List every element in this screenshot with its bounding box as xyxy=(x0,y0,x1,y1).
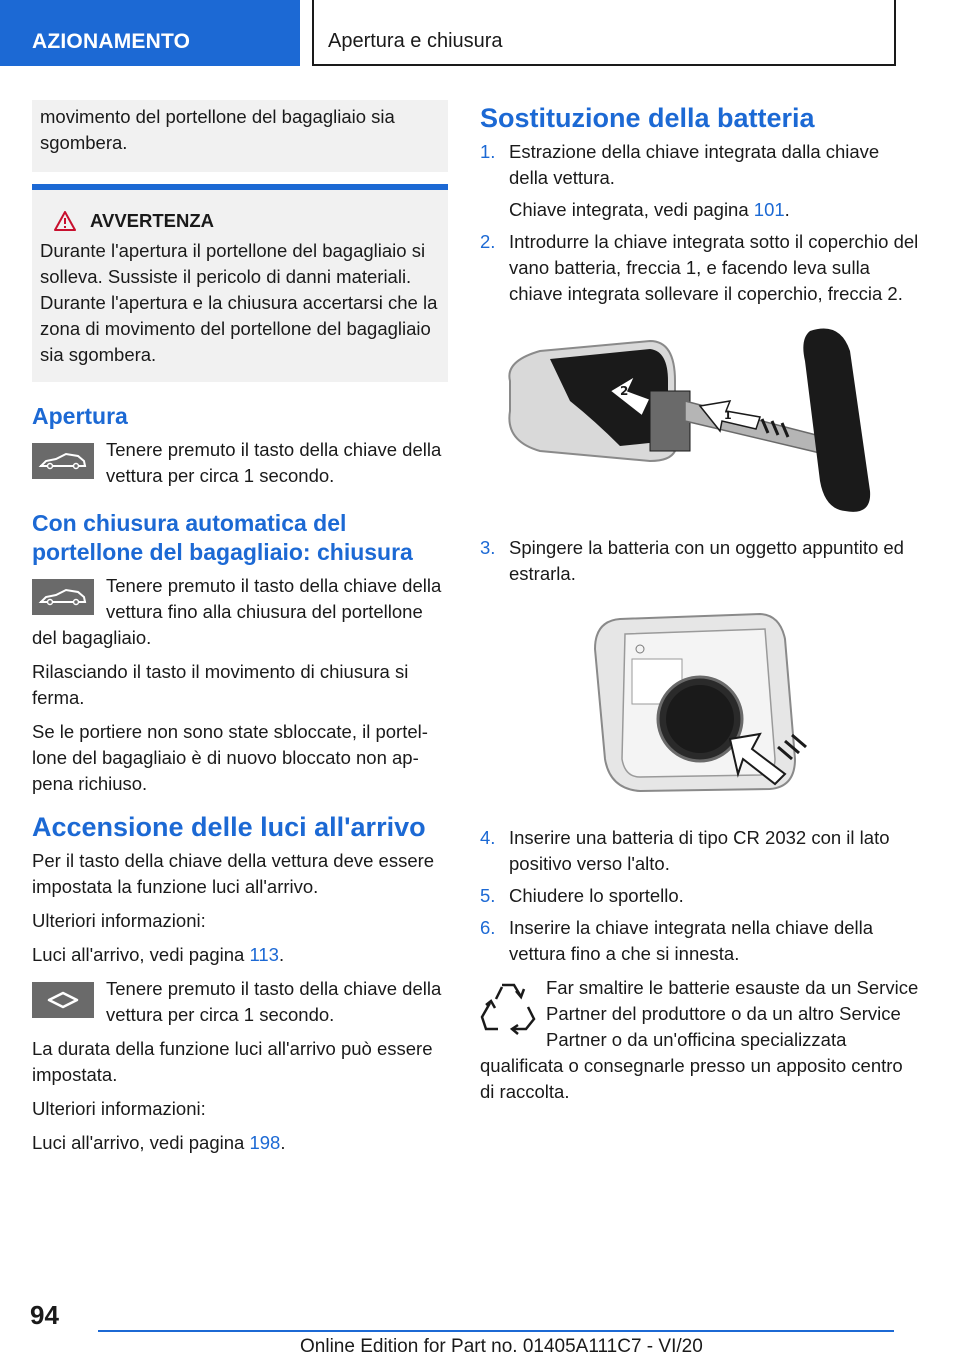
step-6: 6. Inserire la chiave integrata nella chiave della vettura fino a che si innesta. xyxy=(480,917,874,964)
luci-reference-2: Luci all'arrivo, vedi pagina 198. xyxy=(32,1132,286,1153)
page-link-101[interactable]: 101 xyxy=(753,199,785,220)
recycle-icon xyxy=(480,977,536,1037)
luci-more-info-2: Ulteriori informazioni: xyxy=(32,1098,206,1119)
warning-title xyxy=(54,210,440,232)
warning-triangle-icon xyxy=(54,211,76,231)
step-3: 3. Spingere la batteria con un oggetto appuntito ed estrarla. xyxy=(480,537,904,584)
footer-edition: Online Edition for Part no. 01405A111C7 - VI/20 xyxy=(300,1336,703,1357)
luci-key-text: Tenere premuto il tasto della chiave della vettura per circa 1 secondo. xyxy=(106,978,442,1025)
recycling-note xyxy=(480,975,920,1105)
heading-apertura: Apertura xyxy=(32,403,128,429)
recycling-text: Far smaltire le batterie esauste da un Service Partner del produttore o da un altro Service Partner o da un'officina specializzata qualificata o consegnarle presso un apposito centro di raccolta. xyxy=(480,977,919,1102)
note-continuation: movimento del portellone del bagagliaio sia sgombera. xyxy=(32,100,448,172)
svg-text:2: 2 xyxy=(620,384,629,398)
chiusura-key-instruction xyxy=(32,573,448,651)
footer-divider xyxy=(98,1330,894,1332)
step-2: 2. Introdurre la chiave integrata sotto il coperchio del vano batteria, freccia 1, e facendo leva sulla chiave integrata sollevare il coperchio, freccia 2. xyxy=(480,231,919,304)
apertura-key-text: Tenere premuto il tasto della chiave della vettura per circa 1 secondo. xyxy=(106,439,442,486)
lights-key-icon xyxy=(32,982,94,1018)
battery-removal-figure xyxy=(480,609,920,799)
luci-paragraph-1: Per il tasto della chiave della vettura deve essere impostata la funzione luci all'arrivo. xyxy=(32,850,435,897)
step-4: 4. Inserire una batteria di tipo CR 2032 con il lato positivo verso l'alto. xyxy=(480,827,890,874)
page-link-113[interactable]: 113 xyxy=(249,944,279,965)
left-column xyxy=(32,100,448,1164)
warning-box xyxy=(32,184,448,382)
luci-more-info-1: Ulteriori informazioni: xyxy=(32,910,206,931)
chiusura-paragraph-2: Se le portiere non sono state sbloccate, il portellone del bagagliaio è di nuovo bloccato non appena richiuso. xyxy=(32,721,428,794)
svg-text:1: 1 xyxy=(724,409,732,422)
heading-chiusura: Con chiusura automatica del portellone del bagagliaio: chiusura xyxy=(32,510,413,565)
step-5: 5. Chiudere lo sportello. xyxy=(480,885,684,906)
section-title: AZIONAMENTO xyxy=(0,0,300,66)
chiusura-paragraph-1: Rilasciando il tasto il movimento di chiusura si ferma. xyxy=(32,661,409,708)
trunk-key-icon xyxy=(32,443,94,479)
luci-reference-1: Luci all'arrivo, vedi pagina 113. xyxy=(32,944,285,965)
page-link-198[interactable]: 198 xyxy=(249,1132,281,1153)
warning-text: Durante l'apertura il portellone del bagagliaio si solleva. Sussiste il pericolo di danni materiali. Durante l'apertura e la chiusura accertarsi che la zona di movimento del portellone del bagagliaio sia sgombera. xyxy=(40,240,438,365)
apertura-key-instruction xyxy=(32,437,448,489)
step-1-reference: Chiave integrata, vedi pagina 101. xyxy=(509,199,790,220)
heading-sostituzione-batteria: Sostituzione della batteria xyxy=(480,103,815,133)
heading-luci-arrivo: Accensione delle luci all'arrivo xyxy=(32,812,426,842)
chiusura-key-text: Tenere premuto il tasto della chiave della vettura fino alla chiusura del portellone del bagagliaio. xyxy=(32,575,442,648)
warning-title-text: AVVERTENZA xyxy=(90,210,215,231)
luci-paragraph-2: La durata della funzione luci all'arrivo può essere impostata. xyxy=(32,1038,433,1085)
right-column xyxy=(480,100,920,1105)
step-1: 1. Estrazione della chiave integrata dalla chiave della vettura. xyxy=(480,141,880,188)
trunk-key-icon xyxy=(32,579,94,615)
chapter-title: Apertura e chiusura xyxy=(312,0,896,66)
page-header xyxy=(0,0,960,66)
key-extraction-figure xyxy=(480,321,920,521)
luci-key-instruction xyxy=(32,976,448,1028)
page-number: 94 xyxy=(30,1300,59,1330)
